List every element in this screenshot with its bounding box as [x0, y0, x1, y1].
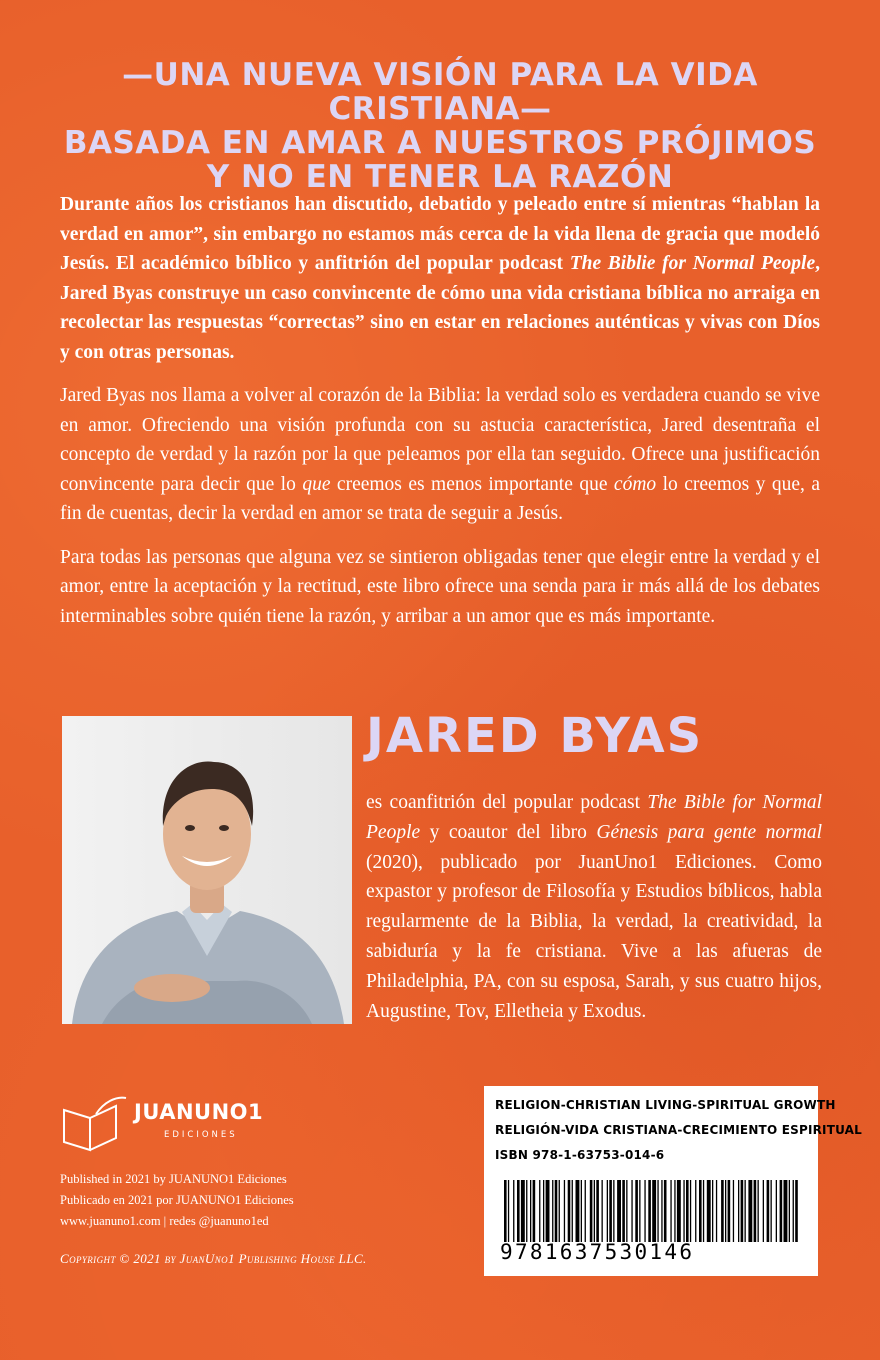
- barcode-bar: [631, 1180, 632, 1242]
- bio-podcast-title: The Bible for Normal People: [366, 792, 822, 843]
- barcode-bar: [543, 1180, 544, 1242]
- barcode-bar: [648, 1180, 651, 1242]
- copyright-notice: Copyright © 2021 by JuanUno1 Publishing House LLC.: [60, 1251, 367, 1266]
- barcode-bar: [771, 1180, 772, 1242]
- barcode-number: 9781637530146: [500, 1240, 695, 1264]
- barcode-bar: [767, 1180, 770, 1242]
- barcode-bar: [725, 1180, 726, 1242]
- barcode-bar: [707, 1180, 711, 1242]
- barcode-bar: [657, 1180, 658, 1242]
- description-paragraph-3: Para todas las personas que alguna vez se sintieron obligadas tener que elegir entre la verdad y el amor, entre la aceptación y la rectitud, este libro ofrece una senda para ir más allá de los debates interminables sobre quién tiene la razón, y arribar a un amor que es más importante.: [60, 546, 820, 627]
- barcode-bar: [664, 1180, 667, 1242]
- barcode-bar: [568, 1180, 571, 1242]
- barcode-bar: [521, 1180, 525, 1242]
- barcode-bar: [526, 1180, 527, 1242]
- publisher-contact: www.juanuno1.com | redes @juanuno1ed: [60, 1214, 269, 1228]
- barcode-bar: [508, 1180, 509, 1242]
- publisher-logo-subtitle: EDICIONES: [164, 1130, 238, 1140]
- p2-emphasis-como: cómo: [613, 473, 657, 495]
- barcode-bar: [639, 1180, 640, 1242]
- barcode-bar: [590, 1180, 593, 1242]
- bio-text-b: y coautor del libro: [420, 821, 597, 843]
- barcode-bar: [712, 1180, 713, 1242]
- barcode-bar: [559, 1180, 560, 1242]
- book-description: [60, 190, 820, 645]
- barcode-bar: [776, 1180, 777, 1242]
- barcode-bar: [738, 1180, 739, 1242]
- barcode-bar: [780, 1180, 783, 1242]
- author-name: JARED BYAS: [366, 708, 704, 764]
- barcode-bar: [576, 1180, 580, 1242]
- category-english: RELIGION-CHRISTIAN LIVING-SPIRITUAL GROWTH: [495, 1098, 836, 1112]
- published-line-es: Publicado en 2021 por JUANUNO1 Ediciones: [60, 1193, 294, 1207]
- barcode-bar: [552, 1180, 553, 1242]
- description-paragraph-1: [60, 190, 820, 367]
- headline-line-3: Y NO EN TENER LA RAZÓN: [206, 159, 674, 195]
- bio-text-a: es coanfitrión del popular podcast: [366, 792, 648, 813]
- category-spanish: RELIGIÓN-VIDA CRISTIANA-CRECIMIENTO ESPIRITUAL: [495, 1123, 863, 1137]
- barcode-bar: [602, 1180, 603, 1242]
- barcode-bar: [546, 1180, 550, 1242]
- barcode-bar: [513, 1180, 514, 1242]
- publication-info: [60, 1169, 294, 1232]
- p2-text-b: creemos es menos importante que: [330, 473, 614, 495]
- barcode-bar: [733, 1180, 734, 1242]
- barcode-bar: [703, 1180, 704, 1242]
- barcode-bar: [652, 1180, 656, 1242]
- isbn-box: [484, 1086, 863, 1276]
- barcode-bar: [795, 1180, 798, 1242]
- barcode-bar: [617, 1180, 621, 1242]
- barcode-bar: [683, 1180, 684, 1242]
- barcode-bar: [607, 1180, 608, 1242]
- barcode-bar: [741, 1180, 744, 1242]
- barcode-bar: [789, 1180, 790, 1242]
- barcode-bar: [716, 1180, 717, 1242]
- barcode-bar: [564, 1180, 565, 1242]
- barcode-bar: [661, 1180, 662, 1242]
- p2-emphasis-que: que: [302, 473, 331, 495]
- barcode-bar: [784, 1180, 788, 1242]
- barcode-bar: [758, 1180, 759, 1242]
- bio-text-c: (2020), publicado por JuanUno1 Ediciones. Como expastor y profesor de Filosofía y Estudios bíblicos, habla regularmente de la Biblia, la verdad, la creatividad, la sabiduría y la fe cristiana. Vive a las afueras de Philadelphia, PA, con su esposa, Sarah, y sus cuatro hijos, Augustine, Tov, Elletheia y Exodus.: [366, 851, 822, 1022]
- p1-text-a: Durante años los cristianos han discutido, debatido y peleado entre sí mientras “hablan la verdad en amor”, sin embargo no estamos más cerca de la vida llena de gracia que modeló Jesús. El académico bíblico y anfitrión del popular podcast: [60, 194, 820, 274]
- headline-line-2: BASADA EN AMAR A NUESTROS PRÓJIMOS: [63, 125, 817, 161]
- barcode-bar: [533, 1180, 536, 1242]
- barcode-bar: [695, 1180, 696, 1242]
- barcode-bar: [748, 1180, 752, 1242]
- published-line-en: Published in 2021 by JUANUNO1 Ediciones: [60, 1172, 287, 1186]
- barcode-bar: [609, 1180, 612, 1242]
- barcode-bar: [622, 1180, 625, 1242]
- barcode-bar: [581, 1180, 582, 1242]
- barcode: [504, 1180, 798, 1242]
- barcode-bar: [530, 1180, 531, 1242]
- p2-text-a: Jared Byas nos llama a volver al corazón de la Biblia: la verdad solo es verdadera cuando se vive en amor. Ofreciendo una visión profunda con su astucia característica, Jared desentraña el concepto de verdad y la razón por la que peleamos por ella tan seguido. Ofrece una justificación convincente para decir que lo: [60, 385, 820, 495]
- barcode-bar: [555, 1180, 558, 1242]
- barcode-bar: [745, 1180, 746, 1242]
- barcode-bar: [670, 1180, 671, 1242]
- barcode-bar: [594, 1180, 595, 1242]
- barcode-bar: [596, 1180, 599, 1242]
- barcode-bar: [517, 1180, 520, 1242]
- publisher-logo-name: JUANUNO1: [134, 1100, 264, 1124]
- barcode-bar: [699, 1180, 702, 1242]
- barcode-bar: [686, 1180, 689, 1242]
- barcode-bar: [728, 1180, 731, 1242]
- barcode-bar: [504, 1180, 507, 1242]
- author-photo: [62, 716, 352, 1024]
- author-bio: [366, 788, 822, 1026]
- p1-text-b: , Jared Byas construye un caso convincente de cómo una vida cristiana bíblica no arraiga en recolectar las respuestas “correctas” sino en estar en relaciones auténticas y vivas con Díos y con otras personas.: [60, 253, 820, 363]
- barcode-bar: [677, 1180, 681, 1242]
- isbn-number: ISBN 978-1-63753-014-6: [495, 1148, 665, 1162]
- p2-text-c: lo creemos y que, a fin de cuentas, decir la verdad en amor se trata de seguir a Jesús.: [60, 473, 820, 524]
- barcode-bar: [539, 1180, 540, 1242]
- barcode-bar: [721, 1180, 724, 1242]
- barcode-bar: [626, 1180, 627, 1242]
- barcode-bar: [763, 1180, 764, 1242]
- barcode-bar: [644, 1180, 645, 1242]
- headline-line-1: —UNA NUEVA VISIÓN PARA LA VIDA CRISTIANA—: [122, 57, 758, 127]
- headline: [40, 58, 840, 194]
- open-book-icon: [60, 1092, 130, 1152]
- barcode-bar: [585, 1180, 586, 1242]
- barcode-bar: [674, 1180, 675, 1242]
- author-portrait-illustration: [62, 716, 352, 1024]
- podcast-title: The Biblie for Normal People: [569, 253, 816, 274]
- barcode-bar: [572, 1180, 573, 1242]
- description-paragraph-2: [60, 381, 820, 529]
- barcode-bar: [635, 1180, 638, 1242]
- barcode-bar: [690, 1180, 691, 1242]
- barcode-bar: [613, 1180, 614, 1242]
- publisher-logo: [60, 1092, 270, 1152]
- barcode-bar: [754, 1180, 757, 1242]
- bio-book-title: Génesis para gente normal: [596, 821, 822, 843]
- barcode-bar: [793, 1180, 794, 1242]
